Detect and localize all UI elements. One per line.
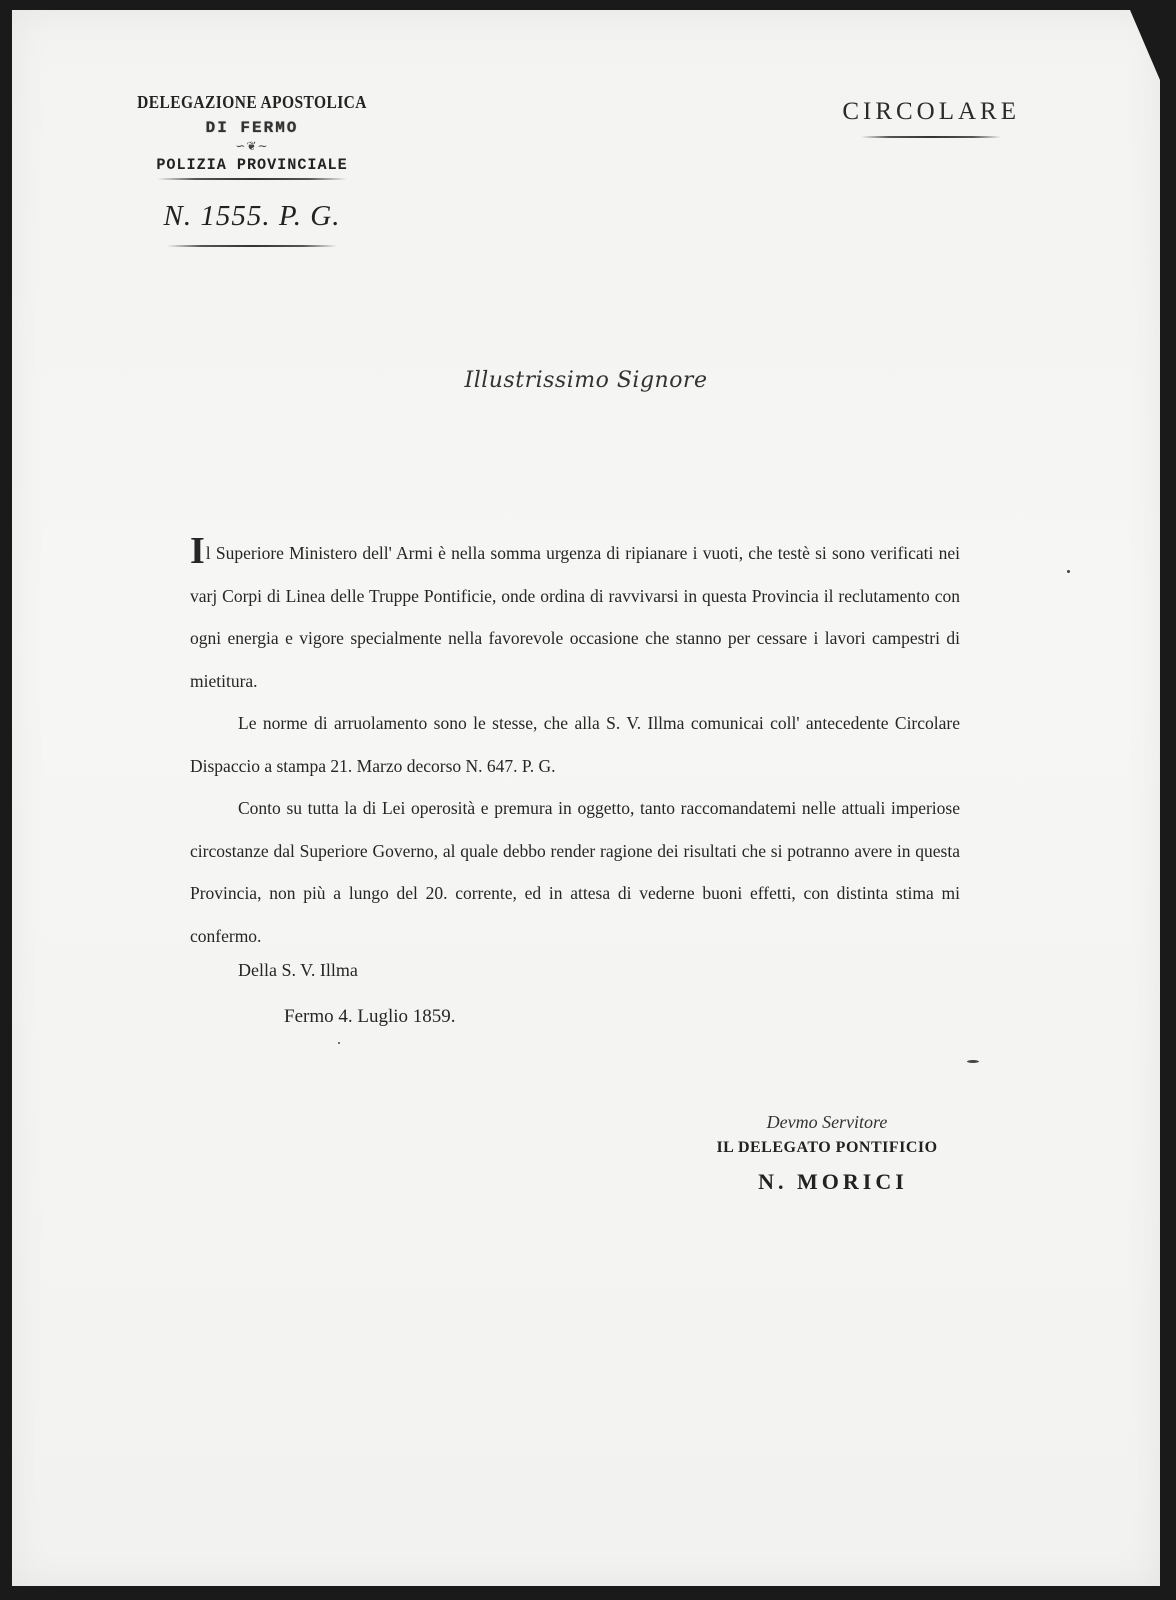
signature-servitore: Devmo Servitore [766,1112,888,1132]
circolare-title: CIRCOLARE [842,98,1020,125]
paragraph-3: Conto su tutta la di Lei operosità e premura in oggetto, tanto raccomandatemi nelle attuali imperiose circostanze dal Superiore Governo, al quale debbo render ragione dei risultati che si potranno avere in questa Provincia, non più a lungo del 20. corrente, ed in attesa di vederne buoni effetti, con distinta stima mi confermo. [190,798,960,946]
salutation: Illustrissimo Signore [464,368,708,393]
department-name: POLIZIA PROVINCIALE [156,156,348,174]
closing-line: Della S. V. Illma [238,960,358,980]
paper-speck [338,1042,340,1044]
circolare-rule [861,136,1001,138]
city-name: DI FERMO [205,119,299,137]
office-name: DELEGAZIONE APOSTOLICA [137,92,367,112]
document-type-heading [842,98,1020,138]
protocol-number: N. 1555. P. G. [163,200,341,232]
signature-role: IL DELEGATO PONTIFICIO [716,1139,938,1156]
letter-body [190,532,960,957]
paragraph-1-text: l Superiore Ministero dell' Armi è nella somma urgenza di ripianare i vuoti, che testè si sono verificati nei varj Corpi di Linea delle Truppe Pontificie, onde ordina di ravvivarsi in questa Provincia il reclutamento con ogni energia e vigore specialmente nella favorevole occasione che stanno per cessare i lavori campestri di mietitura. [190,543,960,691]
place-and-date: Fermo 4. Luglio 1859. [284,1006,456,1027]
signature-name: N. MORICI [758,1169,908,1194]
paper-speck [1067,570,1070,573]
paper-speck [967,1060,979,1063]
ornament-divider: ∽❦∼ [235,139,269,153]
paragraph-1 [190,532,960,702]
paragraph-2: Le norme di arruolamento sono le stesse, che alla S. V. Illma comunicai coll' antecedente Circolare Dispaccio a stampa 21. Marzo decorso N. 647. P. G. [190,713,960,776]
folded-corner [1130,10,1160,80]
letterhead-rule [157,178,347,180]
document-sheet [12,10,1160,1586]
drop-cap: I [190,530,205,572]
signature-block [692,1112,962,1195]
letterhead [102,92,402,247]
protocol-rule [167,245,337,247]
